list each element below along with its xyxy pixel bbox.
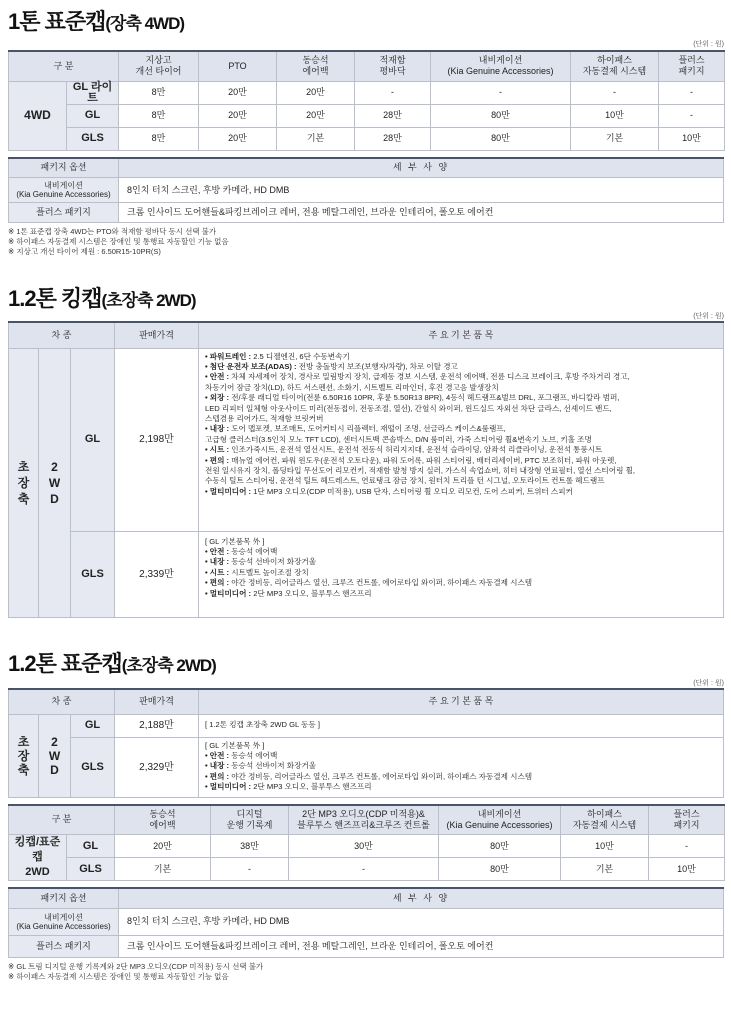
table-cell: 28만 <box>355 104 431 127</box>
section-title: 1.2톤 표준캡(초장축 2WD) <box>8 651 216 676</box>
table-cell: 기본 <box>277 127 355 150</box>
header-hipass: 하이패스 자동결제 시스템 <box>561 805 649 835</box>
table-cell: 10만 <box>561 835 649 858</box>
footnote: ※ 1톤 표준캡 장축 4WD는 PTO와 적재함 평바닥 동시 선택 불가 <box>8 227 217 236</box>
group-label: 초 장 축 <box>9 714 39 797</box>
feature-item: • 편의 : 매뉴얼 에어컨, 파워 윈도우(운전석 오토다운), 파워 도어록, 파워 스티어링, 배터리세이버, PTC 보조히터, 파워 아웃렛, 전원 일시유지 장치, 폴딩타입 무선도어 리모컨키, 적재함 발청 방지 실러, 가스식 속업쇼버, 히터 내장형 연료필터, 열선 스티어링 휠, 수동식 틸트 스티어링, 운전석 틸트 헤드레스트, 연료탱크 잠금 장치, 원터치 트리플 턴 시그널, 오토라이트 컨트롤 헤드램프 <box>205 455 635 486</box>
unit-note: (단위 : 원) <box>693 313 724 320</box>
table-row <box>9 908 724 935</box>
table-cell: 10만 <box>571 104 659 127</box>
drive-label: 2 W D <box>39 348 71 617</box>
footnotes <box>8 227 724 257</box>
package-spec: 크롬 인사이드 도어핸들&파킹브레이크 레버, 전용 메탈그레인, 브라운 인테리어, 폴오토 에어컨 <box>119 935 724 957</box>
footnote: ※ 지상고 개선 타이어 제원 : 6.50R15-10PR(S) <box>8 247 161 256</box>
standard-cab-table <box>8 688 724 798</box>
option-price-table <box>8 804 725 882</box>
price: 2,198만 <box>115 348 199 531</box>
header-pto: PTO <box>199 51 277 81</box>
feature-item: • 내장 : 동승석 선바이저 화장거울 <box>205 557 317 567</box>
table-cell: 기본 <box>115 858 211 881</box>
trim-label: GLS <box>67 127 119 150</box>
table-cell: 20만 <box>199 104 277 127</box>
table-cell: 8만 <box>119 127 199 150</box>
table-row <box>9 737 724 797</box>
table-row <box>9 127 725 150</box>
king-cab-table <box>8 321 724 618</box>
header-airbag: 동승석 에어백 <box>277 51 355 81</box>
group-label: 킹캡/표준캡 2WD <box>9 835 67 881</box>
trim-label: GLS <box>71 531 115 617</box>
price: 2,329만 <box>115 737 199 797</box>
header-spec: 세 부 사 양 <box>119 888 724 908</box>
table-cell: 20만 <box>199 81 277 104</box>
feature-item: • 편의 : 야간 정비등, 리어글라스 열선, 크루즈 컨트롤, 에어로타입 와이퍼, 하이패스 자동결제 시스템 <box>205 771 533 781</box>
table-cell: 28만 <box>355 127 431 150</box>
price: 2,339만 <box>115 531 199 617</box>
table-cell: 기본 <box>561 858 649 881</box>
unit-note: (단위 : 원) <box>693 680 724 687</box>
table-cell: 80만 <box>439 858 561 881</box>
trim-label: GL 라이트 <box>67 81 119 104</box>
table-cell: 8만 <box>119 104 199 127</box>
table-cell: 80만 <box>431 104 571 127</box>
package-name: 내비게이션 (Kia Genuine Accessories) <box>9 178 119 203</box>
table-row <box>9 203 724 223</box>
feature-item: • 내장 : 동승석 선바이저 화장거울 <box>205 761 317 771</box>
feature-list: [ 1.2톤 킹캡 초장축 2WD GL 동등 ] <box>199 714 724 737</box>
table-cell: 10만 <box>659 127 725 150</box>
table-cell: - <box>659 81 725 104</box>
header-package: 패키지 옵션 <box>9 888 119 908</box>
header-hipass: 하이패스 자동결제 시스템 <box>571 51 659 81</box>
trim-label: GLS <box>67 858 115 881</box>
feature-item: • 시트 : 인조가죽시트, 운전석 열선시트, 운전석 전동식 허리지지대, 운전석 슬라이딩, 암좌석 리클라이닝, 운전석 통풍시트 <box>205 445 603 455</box>
table-cell: 8만 <box>119 81 199 104</box>
header-division: 구 분 <box>9 805 115 835</box>
header-navigation: 내비게이션 (Kia Genuine Accessories) <box>439 805 561 835</box>
section-king-cab <box>8 285 724 618</box>
table-cell: 기본 <box>571 127 659 150</box>
package-spec-table <box>8 157 724 224</box>
trim-label: GL <box>67 104 119 127</box>
table-cell: 20만 <box>277 81 355 104</box>
table-cell: 20만 <box>115 835 211 858</box>
header-tire: 지상고 개선 타이어 <box>119 51 199 81</box>
table-cell: 80만 <box>431 127 571 150</box>
header-spec: 세 부 사 양 <box>119 158 724 178</box>
feature-item: • 멀티미디어 : 2단 MP3 오디오, 블루투스 핸즈프리 <box>205 588 372 598</box>
header-model: 차 종 <box>9 689 115 714</box>
section-standard-cab-1-2ton <box>8 650 724 982</box>
table-cell: 20만 <box>199 127 277 150</box>
header-basic-items: 주 요 기 본 품 목 <box>199 322 724 348</box>
feature-item: • 멀티미디어 : 2단 MP3 오디오, 블루투스 핸즈프리 <box>205 782 372 792</box>
feature-item: • 안전 : 차체 자세제어 장치, 경사로 밀림방지 장치, 급제동 경보 시스템, 운전석 에어백, 전륜 디스크 브레이크, 후방 주차거리 경고, 차동기어 잠금 장치(LD), 하드 서스펜션, 소화기, 시트벨트 리마인더, 후진 경고음 발생장치 <box>205 372 630 392</box>
footnote: ※ GL 트림 디지털 운행 기록계와 2단 MP3 오디오(CDP 미적용) 동시 선택 불가 <box>8 961 264 971</box>
price: 2,188만 <box>115 714 199 737</box>
feature-item: • 안전 : 동승석 에어백 <box>205 546 278 556</box>
table-cell: 30만 <box>289 835 439 858</box>
trim-label: GL <box>71 348 115 531</box>
table-cell: - <box>431 81 571 104</box>
header-navigation: 내비게이션 (Kia Genuine Accessories) <box>431 51 571 81</box>
header-basic-items: 주 요 기 본 품 목 <box>199 689 724 714</box>
table-cell: - <box>649 835 725 858</box>
package-spec: 크롬 인사이드 도어핸들&파킹브레이크 레버, 전용 메탈그레인, 브라운 인테리어, 폴오토 에어컨 <box>119 203 724 223</box>
package-name: 플러스 패키지 <box>9 203 119 223</box>
table-row <box>9 81 725 104</box>
feature-item: • 파워트레인 : 2.5 디젤엔진, 6단 수동변속기 <box>205 351 350 361</box>
group-label: 초 장 축 <box>9 348 39 617</box>
table-row <box>9 104 725 127</box>
unit-note: (단위 : 원) <box>693 41 724 48</box>
table-cell: - <box>289 858 439 881</box>
table-cell: 10만 <box>649 858 725 881</box>
feature-list <box>199 348 724 531</box>
footnote: ※ 하이패스 자동결제 시스템은 장애인 및 통행료 자동할인 기능 없음 <box>8 971 229 981</box>
header-division: 구 분 <box>9 51 119 81</box>
table-cell: 38만 <box>211 835 289 858</box>
package-spec-table <box>8 887 724 958</box>
header-flatbed: 적재함 평바닥 <box>355 51 431 81</box>
table-row <box>9 714 724 737</box>
feature-item: • 내장 : 도어 맵포켓, 보조매트, 도어커티시 리플렉터, 재떨이 조명, 선글라스 케이스&룸램프, 고급형 클러스터(3.5인치 모노 TFT LCD), 센터시트백 콘솔박스, D/N 룸미러, 가죽 스티어링 휠&변속기 노브, 키홀 조명 <box>205 424 592 444</box>
feature-item: • 외장 : 전/후륜 래디얼 타이어(전륜 6.50R16 10PR, 후륜 5.50R13 8PR), 4등식 헤드램프&벌브 DRL, 포그램프, 바디칼라 범퍼, LED 리피터 일체형 아웃사이드 미러(전동접이, 전동조절, 열선), 간헐식 와이퍼, 윈드실드 자외선 차단 글라스, 선셰이드 밴드, 스텝겸용 리어가드, 적재함 브릿커버 <box>205 393 620 423</box>
header-tachograph: 디지털 운행 기록계 <box>211 805 289 835</box>
header-plus-package: 플러스 패키지 <box>659 51 725 81</box>
header-plus-package: 플러스 패키지 <box>649 805 725 835</box>
table-row <box>9 835 725 858</box>
section-1ton-standard-cab <box>8 8 724 257</box>
feature-list <box>199 531 724 617</box>
feature-item: • 편의 : 야간 정비등, 리어글라스 열선, 크루즈 컨트롤, 에어로타입 와이퍼, 하이패스 자동결제 시스템 <box>205 578 533 588</box>
table-row <box>9 935 724 957</box>
drive-label: 2 W D <box>39 714 71 797</box>
header-package: 패키지 옵션 <box>9 158 119 178</box>
feature-item: • 첨단 운전자 보조(ADAS) : 전방 충돌방지 보조(보행자/차량), 차로 이탈 경고 <box>205 361 458 371</box>
table-row <box>9 348 724 531</box>
header-model: 차 종 <box>9 322 115 348</box>
table-cell: 80만 <box>439 835 561 858</box>
drive-group-label: 4WD <box>9 81 67 150</box>
table-cell: - <box>659 104 725 127</box>
option-price-table <box>8 50 725 151</box>
table-cell: - <box>571 81 659 104</box>
table-cell: - <box>211 858 289 881</box>
package-name: 내비게이션 (Kia Genuine Accessories) <box>9 908 119 935</box>
table-row <box>9 531 724 617</box>
basis-note: [ GL 기본품목 外 ] <box>205 740 265 750</box>
basis-note: [ GL 기본품목 外 ] <box>205 536 265 546</box>
package-spec: 8인치 터치 스크린, 후방 카메라, HD DMB <box>119 908 724 935</box>
table-row <box>9 858 725 881</box>
header-airbag: 동승석 에어백 <box>115 805 211 835</box>
trim-label: GL <box>67 835 115 858</box>
table-cell: 20만 <box>277 104 355 127</box>
feature-item: • 멀티미디어 : 1단 MP3 오디오(CDP 미적용), USB 단자, 스티어링 휠 오디오 리모컨, 도어 스피커, 트위터 스피커 <box>205 486 573 496</box>
trim-label: GLS <box>71 737 115 797</box>
feature-item: • 시트 : 시트벨트 높이조절 장치 <box>205 567 309 577</box>
footnotes <box>8 962 724 982</box>
footnote: ※ 하이패스 자동결제 시스템은 장애인 및 통행료 자동할인 기능 없음 <box>8 237 229 246</box>
feature-item: • 안전 : 동승석 에어백 <box>205 750 278 760</box>
table-cell: - <box>355 81 431 104</box>
feature-list <box>199 737 724 797</box>
package-spec: 8인치 터치 스크린, 후방 카메라, HD DMB <box>119 178 724 203</box>
header-price: 판매가격 <box>115 322 199 348</box>
trim-label: GL <box>71 714 115 737</box>
section-title: 1톤 표준캡(장축 4WD) <box>8 9 185 34</box>
table-row <box>9 178 724 203</box>
header-audio-package: 2단 MP3 오디오(CDP 미적용)& 블루투스 핸즈프리&크루즈 컨트롤 <box>289 805 439 835</box>
package-name: 플러스 패키지 <box>9 935 119 957</box>
header-price: 판매가격 <box>115 689 199 714</box>
section-title: 1.2톤 킹캡(초장축 2WD) <box>8 286 196 311</box>
